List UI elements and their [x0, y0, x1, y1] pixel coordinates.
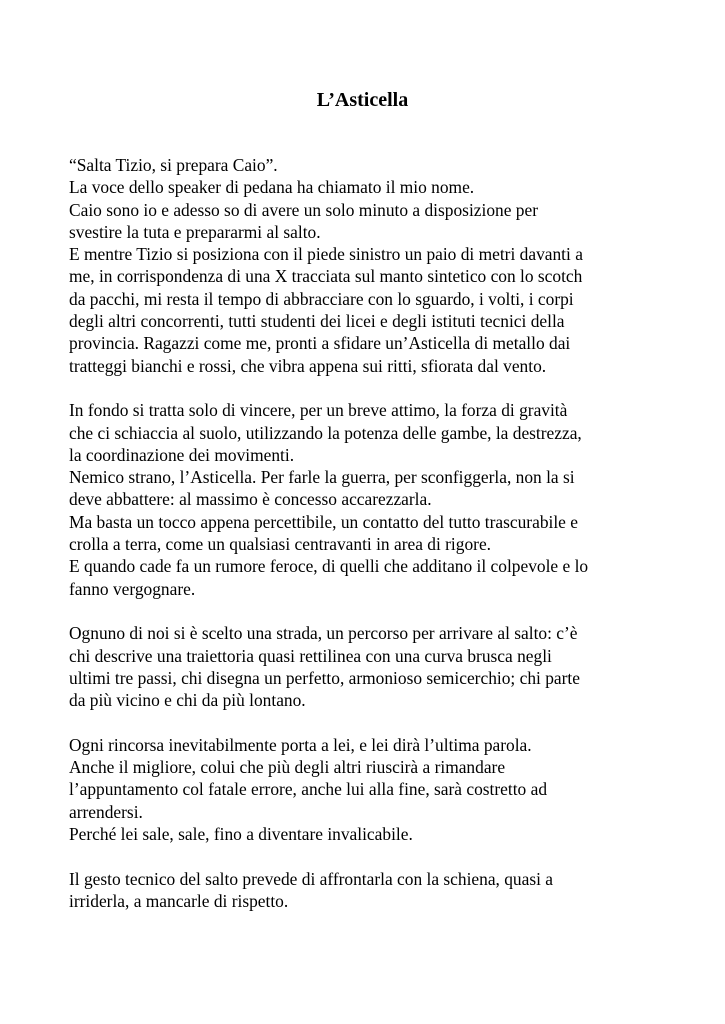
text-line: che ci schiaccia al suolo, utilizzando la potenza delle gambe, la destrezza,: [69, 422, 582, 443]
text-line: provincia. Ragazzi come me, pronti a sfidare un’Asticella di metallo dai: [69, 333, 571, 354]
text-line: la coordinazione dei movimenti.: [69, 444, 295, 465]
text-line: da più vicino e chi da più lontano.: [69, 690, 306, 711]
text-line: crolla a terra, come un qualsiasi centravanti in area di rigore.: [69, 534, 492, 555]
paragraph: [69, 622, 669, 711]
document-body: [69, 154, 669, 934]
text-line: La voce dello speaker di pedana ha chiamato il mio nome.: [69, 177, 475, 198]
text-line: me, in corrispondenza di una X tracciata sul manto sintetico con lo scotch: [69, 266, 583, 287]
text-line: In fondo si tratta solo di vincere, per un breve attimo, la forza di gravità: [69, 400, 568, 421]
text-line: chi descrive una traiettoria quasi rettilinea con una curva brusca negli: [69, 645, 552, 666]
text-line: Ognuno di noi si è scelto una strada, un percorso per arrivare al salto: c’è: [69, 623, 578, 644]
text-line: tratteggi bianchi e rossi, che vibra appena sui ritti, sfiorata dal vento.: [69, 355, 547, 376]
text-line: Perché lei sale, sale, fino a diventare invalicabile.: [69, 823, 413, 844]
paragraph: [69, 154, 669, 377]
text-line: Ma basta un tocco appena percettibile, un contatto del tutto trascurabile e: [69, 511, 578, 532]
paragraph: [69, 399, 669, 600]
text-line: arrendersi.: [69, 801, 143, 822]
paragraph: [69, 868, 669, 913]
text-line: da pacchi, mi resta il tempo di abbracciare con lo sguardo, i volti, i corpi: [69, 288, 574, 309]
paragraph: [69, 734, 669, 845]
text-line: Anche il migliore, colui che più degli altri riuscirà a rimandare: [69, 757, 506, 778]
text-line: deve abbattere: al massimo è concesso accarezzarla.: [69, 489, 432, 510]
text-line: degli altri concorrenti, tutti studenti dei licei e degli istituti tecnici della: [69, 311, 565, 332]
text-line: E mentre Tizio si posiziona con il piede sinistro un paio di metri davanti a: [69, 244, 583, 265]
text-line: Ogni rincorsa inevitabilmente porta a lei, e lei dirà l’ultima parola.: [69, 734, 532, 755]
text-line: irriderla, a mancarle di rispetto.: [69, 890, 289, 911]
document-title: L’Asticella: [316, 89, 409, 111]
text-line: Nemico strano, l’Asticella. Per farle la guerra, per sconfiggerla, non la si: [69, 467, 575, 488]
text-line: E quando cade fa un rumore feroce, di quelli che additano il colpevole e lo: [69, 556, 589, 577]
text-line: fanno vergognare.: [69, 578, 196, 599]
text-line: Caio sono io e adesso so di avere un solo minuto a disposizione per: [69, 199, 538, 220]
text-line: Il gesto tecnico del salto prevede di affrontarla con la schiena, quasi a: [69, 868, 554, 889]
text-line: ultimi tre passi, chi disegna un perfetto, armonioso semicerchio; chi parte: [69, 667, 580, 688]
text-line: svestire la tuta e prepararmi al salto.: [69, 221, 321, 242]
text-line: l’appuntamento col fatale errore, anche lui alla fine, sarà costretto ad: [69, 779, 548, 800]
text-line: “Salta Tizio, si prepara Caio”.: [69, 155, 278, 175]
